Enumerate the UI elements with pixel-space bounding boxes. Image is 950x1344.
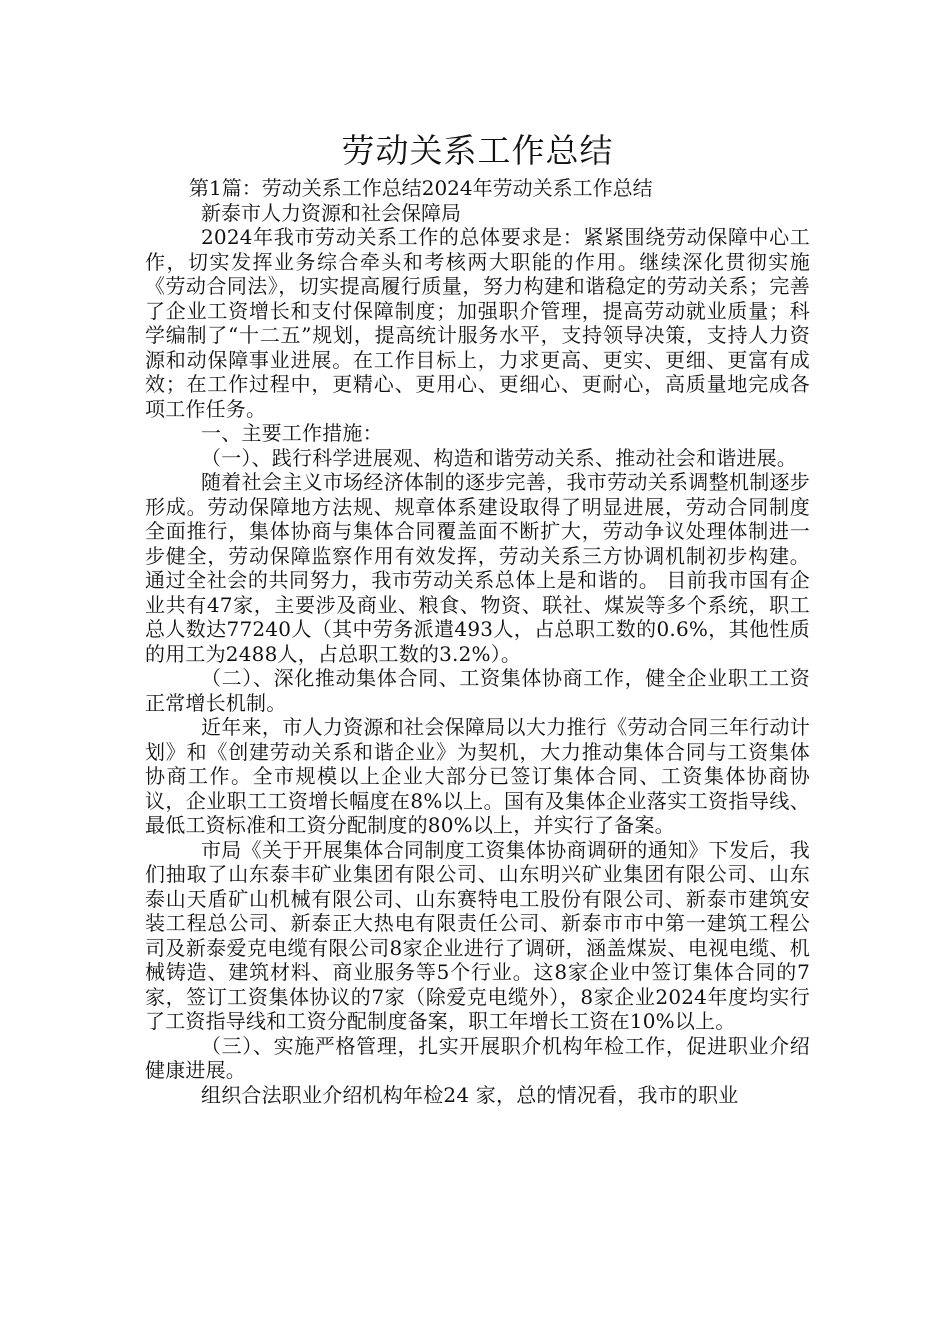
subsection-heading-1: （一）、践行科学进展观、构造和谐劳动关系、推动社会和谐进展。	[201, 445, 797, 470]
subsection-heading-3: （三）、实施严格管理，扎实开展职介机构年检工作，促进职业介绍健康进展。	[145, 1033, 810, 1082]
paragraph-agency-inspection: 组织合法职业介绍机构年检24 家，总的情况看，我市的职业	[201, 1082, 739, 1107]
document-subtitle: 第1篇：劳动关系工作总结2024年劳动关系工作总结	[189, 176, 653, 200]
paragraph-intro: 2024年我市劳动关系工作的总体要求是：紧紧围绕劳动保障中心工作，切实发挥业务综合牵头和考核两大职能的作用。继续深化贯彻实施《劳动合同法》，切实提高履行质量，努力构建和谐稳定的劳动关系；完善了企业工资增长和支付保障制度；加强职介管理，提高劳动就业质量；科学编制了“十二五”规划，提高统计服务水平，支持领导决策，支持人力资源和动保障事业进展。在工作目标上，力求更高、更实、更细、更富有成效；在工作过程中，更精心、更用心、更细心、更耐心，高质量地完成各项工作任务。	[145, 225, 810, 421]
subsection-heading-2: （二）、深化推动集体合同、工资集体协商工作，健全企业职工工资正常增长机制。	[145, 666, 810, 715]
document-title: 劳动关系工作总结	[341, 131, 614, 170]
document-page	[145, 126, 810, 1107]
paragraph-survey: 市局《关于开展集体合同制度工资集体协商调研的通知》下发后，我们抽取了山东泰丰矿业集团有限公司、山东明兴矿业集团有限公司、山东泰山天盾矿山机械有限公司、山东赛特电工股份有限公司、新泰市建筑安装工程总公司、新泰正大热电有限责任公司、新泰市市中第一建筑工程公司及新泰爱克电缆有限公司8家企业进行了调研，涵盖煤炭、电视电缆、机械铸造、建筑材料、商业服务等5个行业。这8家企业中签订集体合同的7家，签订工资集体协议的7家（除爱克电缆外），8家企业2024年度均实行了工资指导线和工资分配制度备案，职工年增长工资在10%以上。	[145, 837, 810, 1033]
document-author: 新泰市人力资源和社会保障局	[201, 200, 461, 225]
section-heading-main-measures: 一、主要工作措施：	[201, 421, 383, 445]
paragraph-labor-relations: 随着社会主义市场经济体制的逐步完善，我市劳动关系调整机制逐步形成。劳动保障地方法规、规章体系建设取得了明显进展，劳动合同制度全面推行，集体协商与集体合同覆盖面不断扩大，劳动争议处理体制进一步健全，劳动保障监察作用有效发挥，劳动关系三方协调机制初步构建。通过全社会的共同努力，我市劳动关系总体上是和谐的。 目前我市国有企业共有47家，主要涉及商业、粮食、物资、联社、煤炭等多个系统，职工总人数达77240人（其中劳务派遣493人，占总职工数的0.6%，其他性质的用工为2488人，占总职工数的3.2%）。	[145, 470, 810, 666]
paragraph-collective-contracts: 近年来，市人力资源和社会保障局以大力推行《劳动合同三年行动计划》和《创建劳动关系和谐企业》为契机，大力推动集体合同与工资集体协商工作。全市规模以上企业大部分已签订集体合同、工资集体协商协议，企业职工工资增长幅度在8%以上。国有及集体企业落实工资指导线、最低工资标准和工资分配制度的80%以上，并实行了备案。	[145, 715, 810, 837]
